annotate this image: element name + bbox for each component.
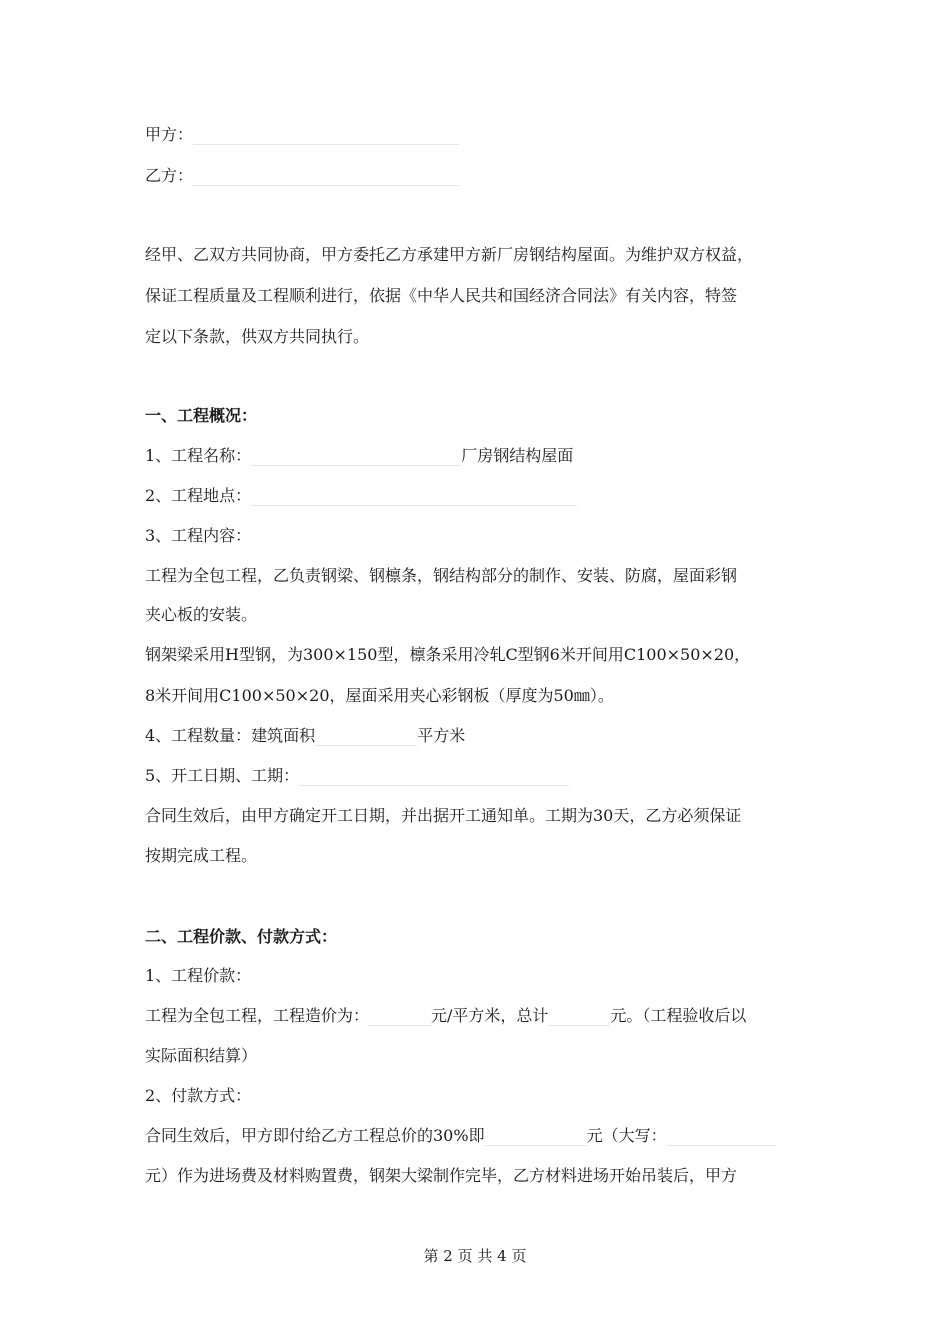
project-content-line: 夹心板的安装。 xyxy=(145,605,258,624)
payment-text-b: 元（大写： xyxy=(586,1126,667,1145)
project-quantity-unit: 平方米 xyxy=(417,726,466,745)
intro-line: 经甲、乙双方共同协商，甲方委托乙方承建甲方新厂房钢结构屋面。为维护双方权益， xyxy=(145,245,754,264)
project-quantity-line xyxy=(145,726,465,746)
project-date-text: 合同生效后，由甲方确定开工日期，并出据开工通知单。工期为30天，乙方必须保证 xyxy=(145,806,742,825)
project-quantity-blank xyxy=(315,727,417,746)
party-a-blank xyxy=(193,126,459,145)
project-content-line: 钢架梁采用H型钢，为300×150型，檩条采用冷轧C型钢6米开间用C100×50×20， xyxy=(145,645,751,664)
price-line xyxy=(145,1006,746,1026)
price-label: 1、工程价款： xyxy=(145,966,252,985)
project-content-line: 8米开间用C100×50×20，屋面采用夹心彩钢板（厚度为50㎜）。 xyxy=(145,686,614,705)
project-location-blank xyxy=(251,487,577,506)
payment-line xyxy=(145,1126,775,1146)
project-date-line xyxy=(145,766,569,786)
project-date-text: 按期完成工程。 xyxy=(145,846,258,865)
party-b-label: 乙方： xyxy=(145,166,194,185)
page-footer: 第 2 页 共 4 页 xyxy=(423,1247,527,1265)
payment-amount-blank xyxy=(485,1127,587,1146)
intro-line: 定以下条款，供双方共同执行。 xyxy=(145,327,370,346)
party-b-blank xyxy=(193,167,459,186)
total-price-blank xyxy=(548,1007,610,1026)
project-name-line xyxy=(145,446,573,466)
project-date-blank xyxy=(299,767,569,786)
payment-uppercase-blank xyxy=(667,1127,775,1146)
price-line-2: 实际面积结算） xyxy=(145,1046,258,1065)
payment-text-a: 合同生效后，甲方即付给乙方工程总价的30%即 xyxy=(145,1126,485,1145)
intro-line: 保证工程质量及工程顺利进行，依据《中华人民共和国经济合同法》有关内容，特签 xyxy=(145,286,738,305)
payment-label: 2、付款方式： xyxy=(145,1086,252,1105)
price-text-c: 元。（工程验收后以 xyxy=(610,1006,747,1025)
project-content-label: 3、工程内容： xyxy=(145,526,252,545)
project-date-label: 5、开工日期、工期： xyxy=(145,766,300,785)
section1-heading: 一、工程概况： xyxy=(145,406,258,425)
project-location-label: 2、工程地点： xyxy=(145,486,252,505)
party-a-label: 甲方： xyxy=(145,125,194,144)
party-a-line xyxy=(145,125,459,145)
project-name-blank xyxy=(251,447,461,466)
party-b-line xyxy=(145,166,459,186)
unit-price-blank xyxy=(369,1007,431,1026)
project-name-label: 1、工程名称： xyxy=(145,446,252,465)
project-quantity-label: 4、工程数量：建筑面积 xyxy=(145,726,316,745)
price-text-a: 工程为全包工程，工程造价为： xyxy=(145,1006,370,1025)
section2-heading: 二、工程价款、付款方式： xyxy=(145,927,338,946)
project-location-line xyxy=(145,486,577,506)
project-name-suffix: 厂房钢结构屋面 xyxy=(461,446,574,465)
payment-line-2: 元）作为进场费及材料购置费，钢架大梁制作完毕，乙方材料进场开始吊装后，甲方 xyxy=(145,1166,738,1185)
project-content-line: 工程为全包工程，乙负责钢梁、钢檩条，钢结构部分的制作、安装、防腐，屋面彩钢 xyxy=(145,566,738,585)
price-text-b: 元/平方米，总计 xyxy=(431,1006,549,1025)
